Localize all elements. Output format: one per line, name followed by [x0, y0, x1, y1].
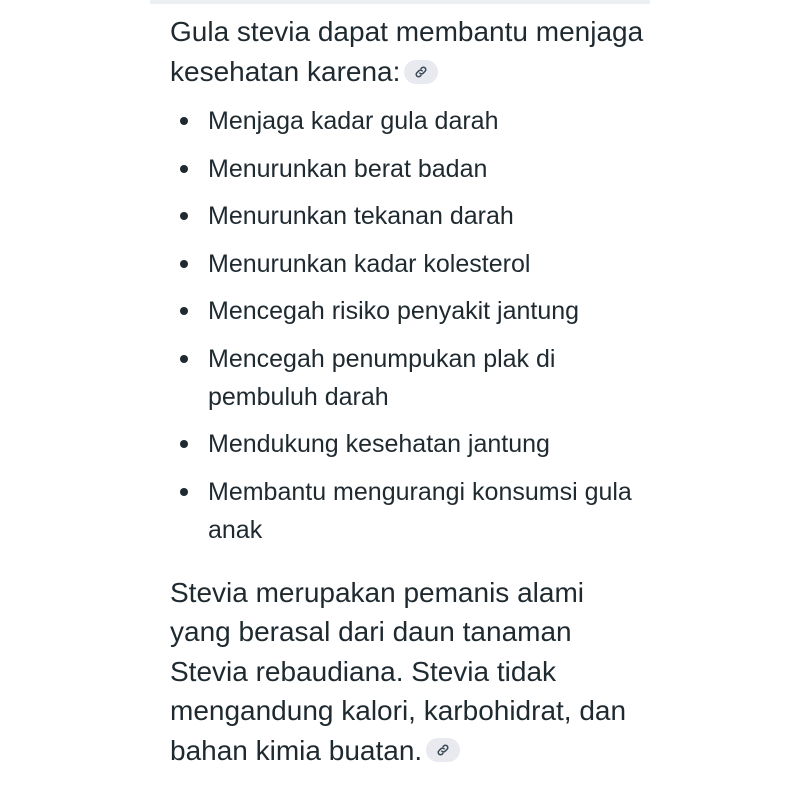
list-item — [170, 425, 650, 463]
list-item-text: Membantu mengurangi konsumsi gula anak — [208, 477, 632, 544]
list-item — [170, 150, 650, 188]
bullet-icon — [180, 212, 188, 220]
bullet-icon — [180, 440, 188, 448]
closing-text: Stevia merupakan pemanis alami yang berasal dari daun tanaman Stevia rebaudiana. Stevia tidak mengandung kalori, karbohidrat, dan bahan kimia buatan. — [170, 576, 627, 766]
list-item-text: Mendukung kesehatan jantung — [208, 430, 550, 458]
source-link-chip[interactable] — [404, 60, 438, 84]
benefit-list — [170, 102, 650, 549]
bullet-icon — [180, 165, 188, 173]
list-item-text: Menjaga kadar gula darah — [208, 107, 499, 135]
list-item — [170, 340, 650, 416]
intro-text: Gula stevia dapat membantu menjaga kesehatan karena: — [170, 16, 644, 87]
link-icon — [436, 743, 450, 757]
bullet-icon — [180, 260, 188, 268]
list-item — [170, 102, 650, 140]
bullet-icon — [180, 488, 188, 496]
list-item-text: Mencegah risiko penyakit jantung — [208, 297, 580, 325]
list-item-text: Menurunkan tekanan darah — [208, 202, 514, 230]
list-item — [170, 245, 650, 283]
bullet-icon — [180, 355, 188, 363]
list-item-text: Menurunkan kadar kolesterol — [208, 249, 531, 278]
bullet-icon — [180, 117, 188, 125]
source-link-chip[interactable] — [426, 738, 460, 762]
top-divider — [150, 0, 650, 4]
intro-paragraph — [170, 12, 650, 92]
response-content — [170, 12, 650, 770]
list-item — [170, 292, 650, 330]
list-item — [170, 473, 650, 549]
closing-paragraph — [170, 573, 650, 771]
bullet-icon — [180, 307, 188, 315]
link-icon — [414, 65, 428, 79]
list-item — [170, 197, 650, 235]
list-item-text: Menurunkan berat badan — [208, 154, 488, 183]
list-item-text: Mencegah penumpukan plak di pembuluh darah — [208, 344, 556, 411]
